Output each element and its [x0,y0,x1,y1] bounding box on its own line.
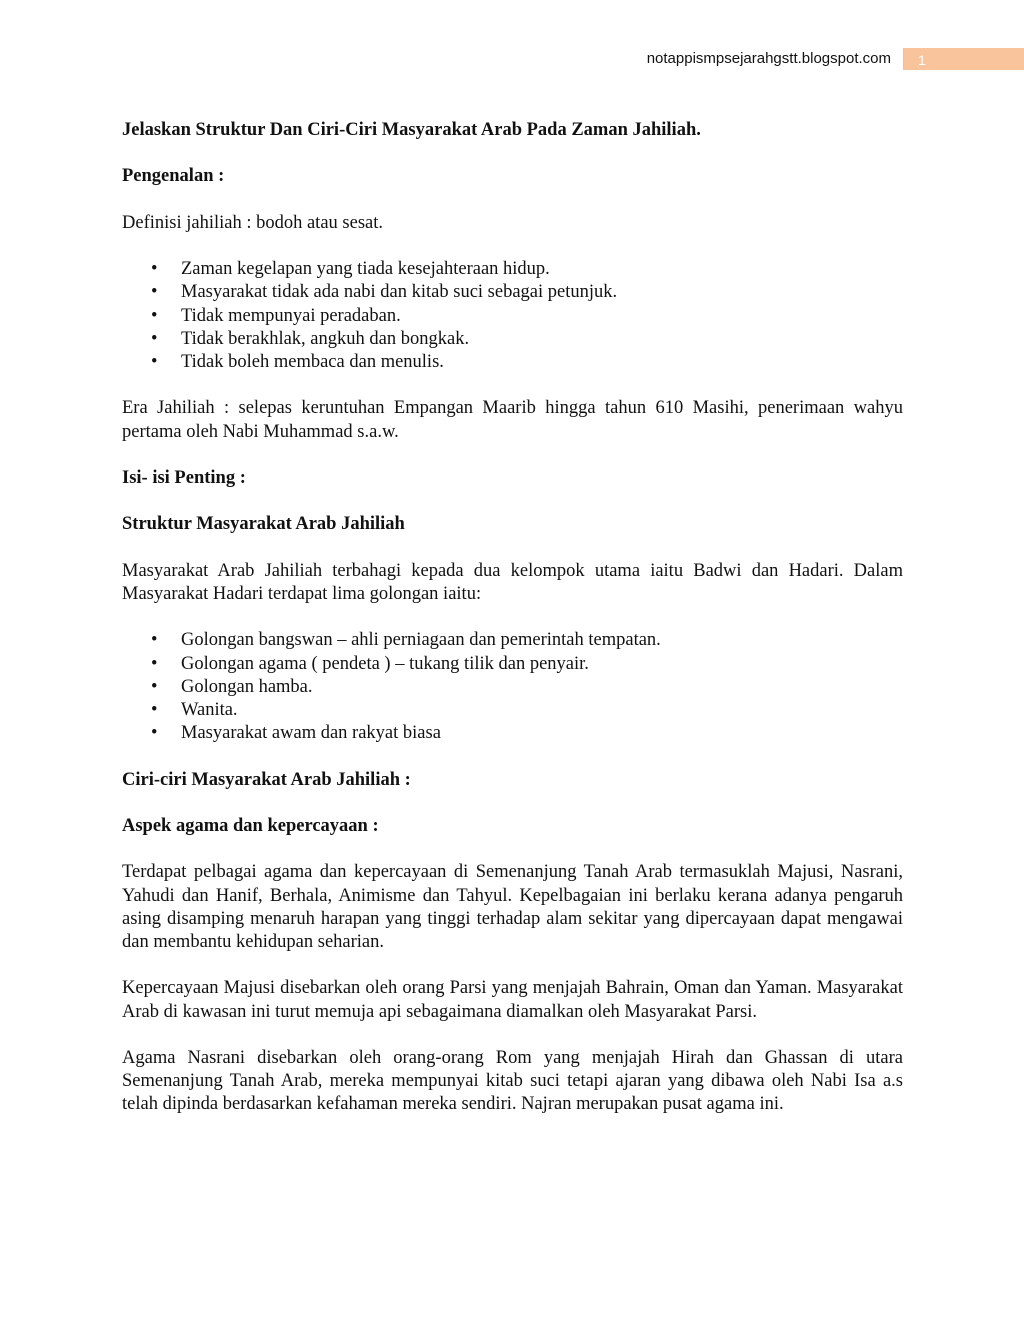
bullet-icon: • [151,723,158,744]
list-item-text: Tidak berakhlak, angkuh dan bongkak. [181,328,470,349]
list-item-text: Tidak boleh membaca dan menulis. [181,351,444,372]
era-paragraph: Era Jahiliah : selepas keruntuhan Empangan Maarib hingga tahun 610 Masihi, penerimaan wahyu pertama oleh Nabi Muhammad s.a.w. [122,398,903,442]
list-item [122,629,903,652]
bullet-icon: • [151,630,158,651]
bullet-icon: • [151,699,158,720]
religion-paragraph: Kepercayaan Majusi disebarkan oleh orang Parsi yang menjajah Bahrain, Oman dan Yaman. Masyarakat Arab di kawasan ini turut memuja api sebagaimana diamalkan oleh Masyarakat Parsi. [122,978,903,1022]
list-item-text: Golongan hamba. [181,676,313,697]
intro-heading: Pengenalan : [122,166,225,187]
bullet-icon: • [151,676,158,697]
bullet-icon: • [151,305,158,326]
list-item-text: Zaman kegelapan yang tiada kesejahteraan hidup. [181,259,550,280]
intro-bullet-list [122,258,903,374]
page-header [0,48,1024,74]
list-item [122,305,903,328]
religion-paragraph: Terdapat pelbagai agama dan kepercayaan di Semenanjung Tanah Arab termasuklah Majusi, Nasrani, Yahudi dan Hanif, Berhala, Animisme dan Tahyul. Kepelbagaian ini berlaku kerana adanya pengaruh asing disamping menaruh harapan yang tinggi terhadap alam sekitar yang dipercayaan dapat mengawai dan membantu kehidupan seharian. [122,862,903,952]
document-title: Jelaskan Struktur Dan Ciri-Ciri Masyarakat Arab Pada Zaman Jahiliah. [122,120,701,140]
bullet-icon: • [151,653,158,674]
list-item [122,258,903,281]
religion-paragraph: Agama Nasrani disebarkan oleh orang-orang Rom yang menjajah Hirah dan Ghassan di utara Semenanjung Tanah Arab, mereka mempunyai kitab suci tetapi ajaran yang dibawa oleh Nabi Isa a.s telah dipinda berdasarkan kefahaman mereka sendiri. Najran merupakan pusat agama ini. [122,1047,903,1115]
list-item-text: Masyarakat awam dan rakyat biasa [181,723,441,744]
list-item-text: Tidak mempunyai peradaban. [181,305,401,326]
list-item [122,676,903,699]
structure-bullet-list [122,629,903,745]
key-points-heading: Isi- isi Penting : [122,467,246,488]
header-site-url: notappismpsejarahgstt.blogspot.com [646,50,891,67]
list-item-text: Golongan bangswan – ahli perniagaan dan pemerintah tempatan. [181,630,661,651]
page-number-badge: 1 [903,48,1024,70]
list-item-text: Masyarakat tidak ada nabi dan kitab suci sebagai petunjuk. [181,282,618,303]
list-item [122,351,903,374]
bullet-icon: • [151,282,158,303]
structure-paragraph: Masyarakat Arab Jahiliah terbahagi kepada dua kelompok utama iaitu Badwi dan Hadari. Dalam Masyarakat Hadari terdapat lima golongan iaitu: [122,560,903,604]
definition-text: Definisi jahiliah : bodoh atau sesat. [122,212,383,233]
list-item-text: Wanita. [181,699,238,720]
list-item-text: Golongan agama ( pendeta ) – tukang tilik dan penyair. [181,653,589,674]
list-item [122,699,903,722]
religion-heading: Aspek agama dan kepercayaan : [122,815,379,836]
list-item [122,281,903,304]
document-body [122,119,903,1140]
bullet-icon: • [151,259,158,280]
list-item [122,722,903,745]
structure-heading: Struktur Masyarakat Arab Jahiliah [122,514,405,535]
features-heading: Ciri-ciri Masyarakat Arab Jahiliah : [122,769,411,790]
bullet-icon: • [151,328,158,349]
list-item [122,653,903,676]
list-item [122,328,903,351]
bullet-icon: • [151,351,158,372]
